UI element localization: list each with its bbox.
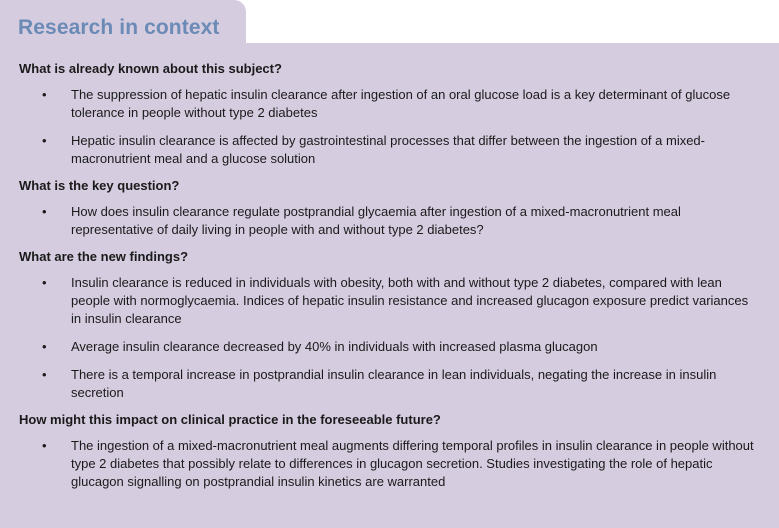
list-item-text: Hepatic insulin clearance is affected by gastrointestinal processes that differ between the ingestion of a mixed-macronutrient meal and a glucose solution	[71, 133, 705, 166]
bullet-list	[0, 437, 779, 491]
list-item-text: How does insulin clearance regulate postprandial glycaemia after ingestion of a mixed-macronutrient meal representative of daily living in people with and without type 2 diabetes?	[71, 204, 681, 237]
section-key-question	[0, 177, 779, 239]
list-item-text: The suppression of hepatic insulin clearance after ingestion of an oral glucose load is a key determinant of glucose tolerance in people without type 2 diabetes	[71, 87, 731, 120]
list-item-text: There is a temporal increase in postprandial insulin clearance in lean individuals, negating the increase in insulin secretion	[71, 367, 717, 400]
section-clinical-impact	[0, 411, 779, 491]
box-title: Research in context	[18, 16, 220, 39]
bullet-icon: •	[42, 87, 47, 102]
list-item-text: Insulin clearance is reduced in individuals with obesity, both with and without type 2 diabetes, compared with lean people with normoglycaemia. Indices of hepatic insulin resistance and increased glucagon exposure predict variances in insulin clearance	[71, 275, 749, 326]
bullet-icon: •	[42, 133, 47, 148]
list-item	[0, 366, 779, 402]
list-item	[0, 86, 779, 122]
list-item-text: Average insulin clearance decreased by 40% in individuals with increased plasma glucagon	[71, 339, 598, 354]
bullet-list	[0, 86, 779, 168]
bullet-list	[0, 274, 779, 402]
list-item	[0, 338, 779, 356]
bullet-icon: •	[42, 204, 47, 219]
list-item	[0, 203, 779, 239]
bullet-icon: •	[42, 367, 47, 382]
list-item	[0, 437, 779, 491]
bullet-icon: •	[42, 438, 47, 453]
bullet-icon: •	[42, 339, 47, 354]
section-heading: How might this impact on clinical practice in the foreseeable future?	[19, 412, 441, 427]
research-in-context-content	[0, 60, 779, 491]
list-item	[0, 274, 779, 328]
list-item	[0, 132, 779, 168]
list-item-text: The ingestion of a mixed-macronutrient meal augments differing temporal profiles in insulin clearance in people without type 2 diabetes that possibly relate to differences in glucagon secretion. Studies investigating the role of hepatic glucagon signalling on postprandial insulin kinetics are warranted	[71, 438, 754, 489]
section-heading: What is the key question?	[19, 178, 180, 193]
section-known	[0, 60, 779, 168]
research-in-context-tab	[0, 0, 246, 44]
section-new-findings	[0, 248, 779, 402]
bullet-list	[0, 203, 779, 239]
section-heading: What are the new findings?	[19, 249, 189, 264]
bullet-icon: •	[42, 275, 47, 290]
section-heading: What is already known about this subject?	[19, 61, 282, 76]
